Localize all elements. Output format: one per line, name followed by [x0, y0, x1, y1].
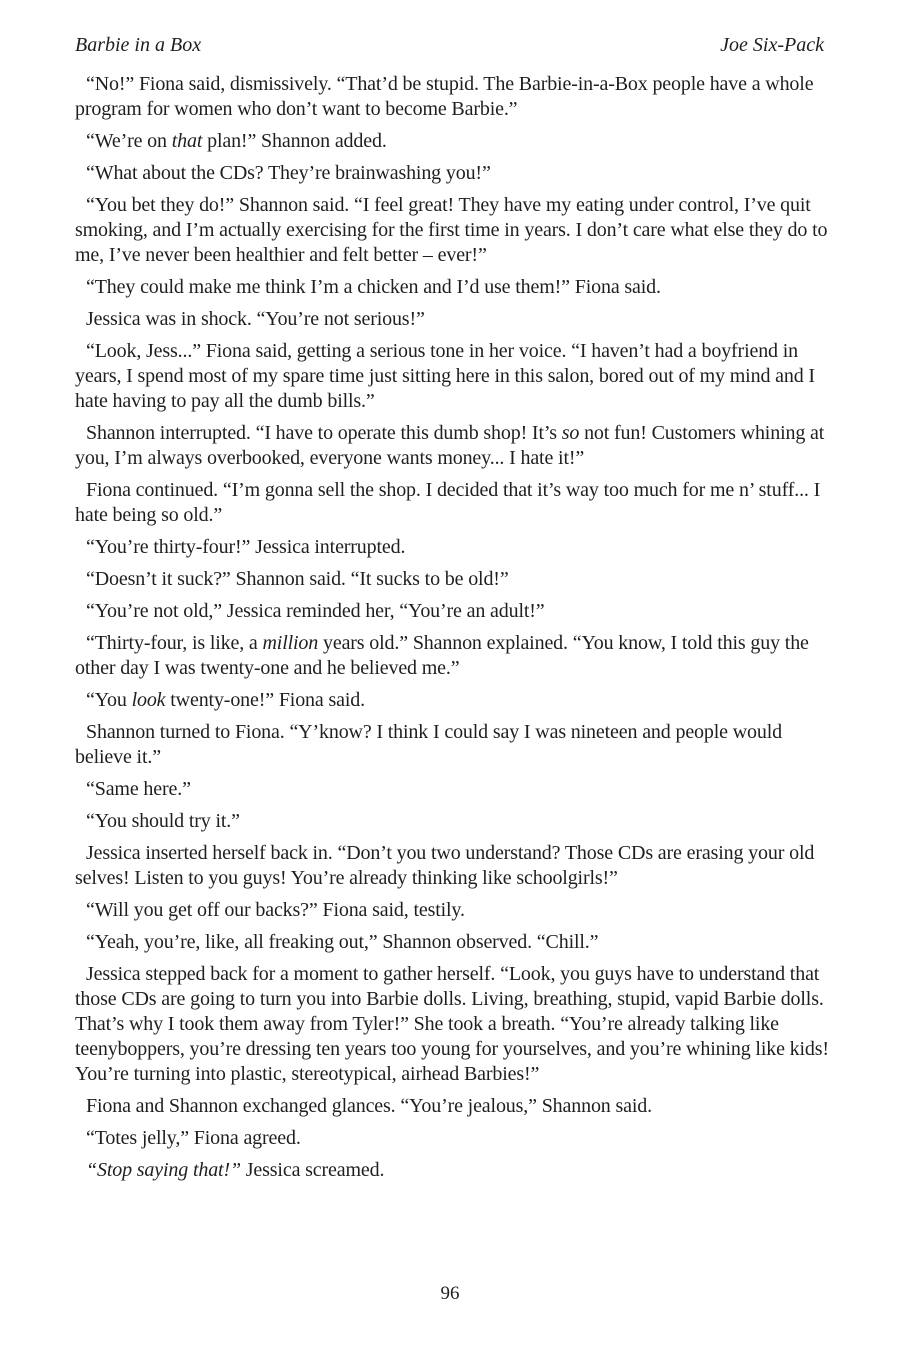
paragraph: [75, 307, 829, 332]
italic-text-run: million: [262, 632, 319, 654]
paragraph: [75, 930, 829, 955]
text-run: twenty-one!” Fiona said.: [165, 689, 365, 711]
text-run: Fiona continued. “I’m gonna sell the shop. I decided that it’s way too much for me n’ stuff... I hate being so old.”: [75, 479, 821, 526]
body-text: [75, 72, 829, 1190]
paragraph: [75, 631, 829, 681]
text-run: “You bet they do!” Shannon said. “I feel great! They have my eating under control, I’ve quit smoking, and I’m actually exercising for the first time in years. I don’t care what else they do to me, I’ve never been healthier and felt better – ever!”: [75, 194, 828, 266]
text-run: Shannon turned to Fiona. “Y’know? I think I could say I was nineteen and people would believe it.”: [75, 721, 782, 768]
text-run: “You should try it.”: [86, 810, 240, 832]
text-run: Jessica inserted herself back in. “Don’t you two understand? Those CDs are erasing your old selves! Listen to you guys! You’re already thinking like schoolgirls!”: [75, 842, 815, 889]
paragraph: [75, 841, 829, 891]
paragraph: [75, 1126, 829, 1151]
paragraph: [75, 599, 829, 624]
running-title: Barbie in a Box: [75, 34, 202, 56]
paragraph: [75, 1094, 829, 1119]
italic-text-run: look: [131, 689, 166, 711]
text-run: “Doesn’t it suck?” Shannon said. “It sucks to be old!”: [86, 568, 509, 590]
page-number: 96: [440, 1283, 460, 1304]
text-run: “Thirty-four, is like, a: [86, 632, 263, 654]
paragraph: [75, 1158, 829, 1183]
paragraph: [75, 193, 829, 268]
text-run: “You’re thirty-four!” Jessica interrupted.: [86, 536, 406, 558]
paragraph: [75, 421, 829, 471]
paragraph: [75, 535, 829, 560]
paragraph: [75, 339, 829, 414]
text-run: “Look, Jess...” Fiona said, getting a serious tone in her voice. “I haven’t had a boyfriend in years, I spend most of my spare time just sitting here in this salon, bored out of my mind and I hate having to pay all the dumb bills.”: [75, 340, 815, 412]
text-run: “We’re on: [86, 130, 172, 152]
text-run: “You’re not old,” Jessica reminded her, “You’re an adult!”: [86, 600, 545, 622]
paragraph: [75, 72, 829, 122]
text-run: plan!” Shannon added.: [202, 130, 387, 152]
text-run: not fun! Customers whining at you, I’m always overbooked, everyone wants money... I hate it!”: [75, 422, 825, 469]
paragraph: [75, 777, 829, 802]
text-run: “You: [86, 689, 132, 711]
paragraph: [75, 720, 829, 770]
text-run: years old.” Shannon explained. “You know, I told this guy the other day I was twenty-one and he believed me.”: [75, 632, 809, 679]
paragraph: [75, 129, 829, 154]
text-run: “No!” Fiona said, dismissively. “That’d be stupid. The Barbie-in-a-Box people have a whole program for women who don’t want to become Barbie.”: [75, 73, 814, 120]
text-run: “Same here.”: [86, 778, 191, 800]
text-run: Jessica stepped back for a moment to gather herself. “Look, you guys have to understand that those CDs are going to turn you into Barbie dolls. Living, breathing, stupid, vapid Barbie dolls. That’s why I took them away from Tyler!” She took a breath. “You’re already talking like teenyboppers, you’re dressing ten years too young for yourselves, and you’re whining like kids! You’re turning into plastic, stereotypical, airhead Barbies!”: [75, 963, 829, 1085]
paragraph: [75, 898, 829, 923]
page-header: [75, 33, 824, 57]
paragraph: [75, 478, 829, 528]
text-run: “What about the CDs? They’re brainwashing you!”: [86, 162, 491, 184]
text-run: “Yeah, you’re, like, all freaking out,” Shannon observed. “Chill.”: [86, 931, 599, 953]
paragraph: [75, 161, 829, 186]
paragraph: [75, 962, 829, 1087]
paragraph: [75, 275, 829, 300]
text-run: Fiona and Shannon exchanged glances. “You’re jealous,” Shannon said.: [86, 1095, 652, 1117]
text-run: Shannon interrupted. “I have to operate this dumb shop! It’s: [86, 422, 562, 444]
page-footer: [0, 1282, 900, 1305]
paragraph: [75, 688, 829, 713]
italic-text-run: “Stop saying that!”: [86, 1159, 241, 1181]
text-run: “Will you get off our backs?” Fiona said, testily.: [86, 899, 465, 921]
running-author: Joe Six-Pack: [720, 34, 824, 56]
paragraph: [75, 567, 829, 592]
text-run: Jessica was in shock. “You’re not serious!”: [86, 308, 425, 330]
italic-text-run: so: [561, 422, 580, 444]
text-run: Jessica screamed.: [240, 1159, 385, 1181]
text-run: “Totes jelly,” Fiona agreed.: [86, 1127, 301, 1149]
paragraph: [75, 809, 829, 834]
italic-text-run: that: [171, 130, 203, 152]
text-run: “They could make me think I’m a chicken and I’d use them!” Fiona said.: [86, 276, 661, 298]
